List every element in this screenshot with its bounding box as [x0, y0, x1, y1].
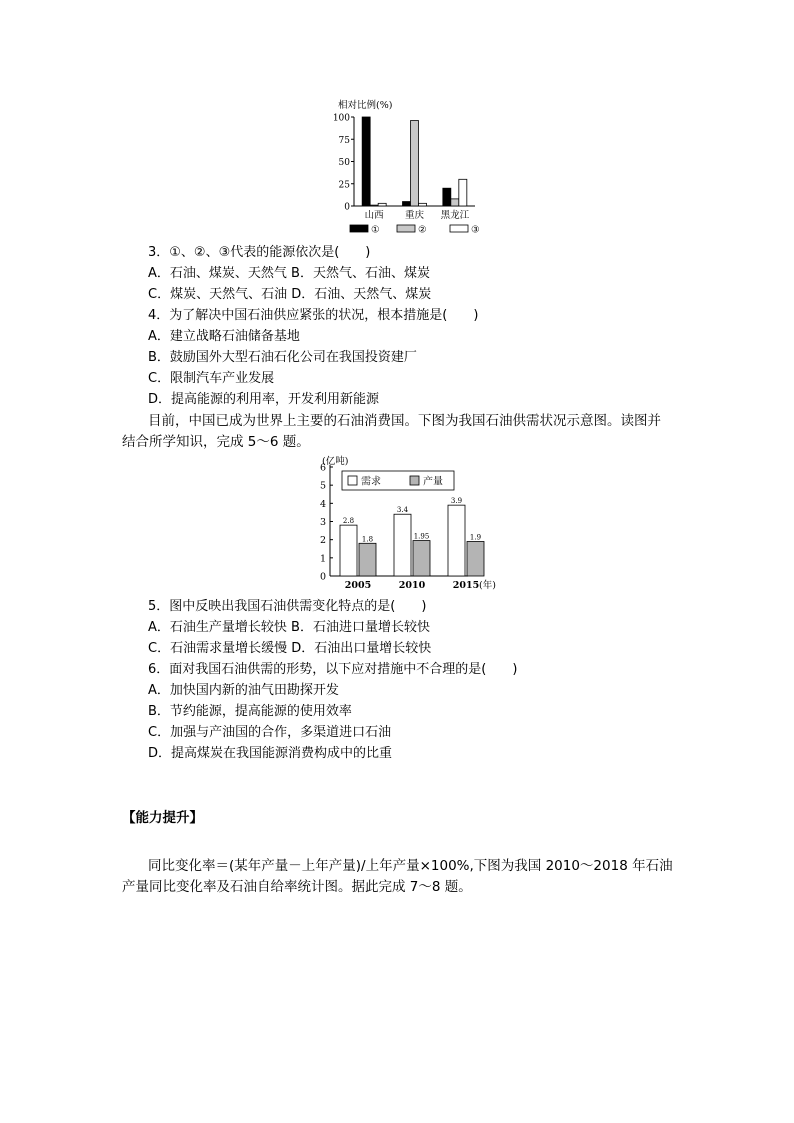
intro-paragraph-line-2: 结合所学知识，完成 5～6 题。 — [122, 434, 310, 450]
question-3: 3．①、②、③代表的能源依次是( ) — [148, 245, 371, 260]
y-tick-label: 1 — [319, 553, 326, 565]
legend-swatch — [397, 225, 415, 232]
bar — [413, 541, 430, 576]
data-label: 1.9 — [469, 533, 482, 542]
y-tick-label: 100 — [332, 113, 350, 124]
data-label: 2.8 — [342, 517, 355, 526]
intro-paragraph-line-1: 目前，中国已成为世界上主要的石油消费国。下图为我国石油供需状况示意图。读图并 — [148, 413, 661, 429]
bar — [370, 205, 378, 206]
bar — [451, 199, 459, 206]
legend-label: ② — [418, 224, 427, 236]
x-tick-label: 重庆 — [404, 210, 425, 221]
x-tick-label: 黑龙江 — [440, 210, 470, 221]
question-6-option-a: A．加快国内新的油气田勘探开发 — [148, 683, 339, 698]
question-4-option-c: C．限制汽车产业发展 — [148, 371, 275, 386]
question-6-option-b: B．节约能源，提高能源的使用效率 — [148, 704, 352, 719]
bar — [378, 203, 386, 206]
x-tick-label: 2015 — [452, 580, 480, 591]
intro-paragraph-line-4: 产量同比变化率及石油自给率统计图。据此完成 7～8 题。 — [122, 879, 472, 895]
question-4: 4．为了解决中国石油供应紧张的状况，根本措施是( ) — [148, 308, 479, 323]
bar — [419, 203, 427, 206]
energy-ratio-chart — [330, 95, 500, 237]
legend-swatch — [350, 225, 368, 232]
bar — [340, 525, 357, 576]
y-tick-label: 0 — [344, 202, 350, 213]
bar — [443, 188, 451, 206]
y-tick-label: 75 — [338, 135, 350, 146]
bar — [359, 543, 376, 576]
question-6-option-c: C．加强与产油国的合作，多渠道进口石油 — [148, 725, 392, 740]
question-5-options-ab: A．石油生产量增长较快 B．石油进口量增长较快 — [148, 620, 430, 635]
legend-label: 需求 — [361, 476, 381, 488]
legend-swatch — [450, 225, 468, 232]
oil-supply-demand-chart — [316, 455, 496, 591]
bar — [411, 121, 419, 206]
question-4-option-d: D．提高能源的利用率，开发利用新能源 — [148, 392, 380, 407]
legend-label: ① — [371, 224, 380, 236]
legend-label: 产量 — [423, 476, 443, 488]
question-4-option-b: B．鼓励国外大型石油石化公司在我国投资建厂 — [148, 350, 417, 365]
bar — [362, 117, 370, 206]
data-label: 1.8 — [361, 535, 374, 544]
section-heading: 【能力提升】 — [122, 810, 203, 826]
x-tick-label: 2010 — [398, 580, 426, 591]
x-axis-label: (年) — [479, 580, 496, 591]
data-label: 1.95 — [413, 532, 430, 541]
bar — [403, 202, 411, 206]
question-3-options-cd: C．煤炭、天然气、石油 D．石油、天然气、煤炭 — [148, 287, 432, 302]
y-tick-label: 3 — [319, 517, 326, 528]
y-tick-label: 25 — [338, 180, 350, 191]
bar — [394, 514, 411, 576]
question-5-options-cd: C．石油需求量增长缓慢 D．石油出口量增长较快 — [148, 641, 432, 656]
y-tick-label: 5 — [319, 480, 326, 492]
data-label: 3.4 — [396, 506, 409, 515]
question-4-option-a: A．建立战略石油储备基地 — [148, 329, 300, 344]
bar — [448, 505, 465, 576]
legend-swatch — [348, 476, 357, 485]
question-5: 5．图中反映出我国石油供需变化特点的是( ) — [148, 599, 427, 614]
x-tick-label: 山西 — [364, 210, 384, 221]
bar — [467, 541, 484, 576]
question-6-option-d: D．提高煤炭在我国能源消费构成中的比重 — [148, 746, 393, 761]
intro-paragraph-line-3: 同比变化率＝(某年产量－上年产量)/上年产量×100%,下图为我国 2010～2018 年石油 — [148, 858, 673, 874]
y-tick-label: 2 — [319, 535, 326, 547]
x-tick-label: 2005 — [344, 580, 372, 591]
question-3-options-ab: A．石油、煤炭、天然气 B．天然气、石油、煤炭 — [148, 266, 430, 281]
legend-label: ③ — [471, 224, 480, 236]
chart2-y-axis-label: (亿吨) — [322, 456, 349, 467]
y-tick-label: 4 — [319, 498, 326, 510]
bar — [459, 179, 467, 206]
data-label: 3.9 — [450, 497, 463, 506]
y-tick-label: 0 — [319, 571, 326, 583]
chart1-y-axis-label: 相对比例(%) — [338, 100, 393, 111]
legend-swatch — [410, 476, 419, 485]
question-6: 6．面对我国石油供需的形势，以下应对措施中不合理的是( ) — [148, 662, 518, 677]
y-tick-label: 6 — [319, 462, 326, 474]
y-tick-label: 50 — [338, 158, 350, 168]
